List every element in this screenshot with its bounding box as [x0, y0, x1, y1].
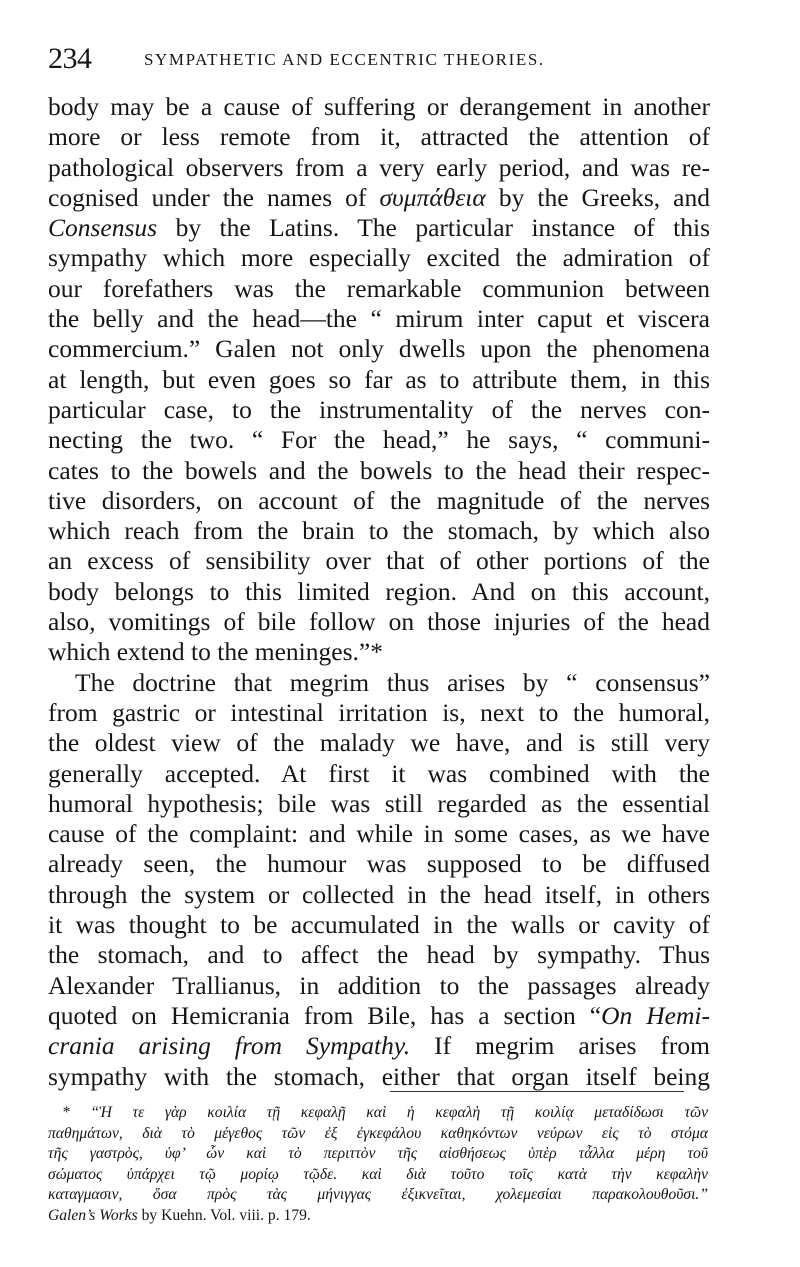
text-line: necting the two. “ For the head,” he says, “ communi- — [48, 425, 710, 455]
text-run: by the Latins. The particular instance of this — [175, 213, 710, 243]
text-line: pathological observers from a very early period, and was re- — [48, 152, 710, 182]
footnote — [48, 1103, 708, 1227]
text-line: the belly and the head—the “ mirum inter caput et viscera — [48, 304, 710, 334]
running-head — [48, 42, 708, 82]
text-line: commercium.” Galen not only dwells upon the phenomena — [48, 334, 710, 364]
text-line: an excess of sensibility over that of other portions of the — [48, 546, 710, 576]
text-line: more or less remote from it, attracted the attention of — [48, 122, 710, 152]
text-line: it was thought to be accumulated in the walls or cavity of — [48, 910, 710, 940]
italic-title: On Hemi- — [601, 1000, 710, 1030]
footnote-line: * “Ἡ τε γὰρ κοιλία τῇ κεφαλῇ καὶ ἡ κεφαλὴ τῇ κοιλίᾳ μεταδίδωσι τῶν — [62, 1104, 708, 1121]
text-line — [48, 213, 710, 243]
body-text — [48, 92, 710, 1092]
text-run: quoted on Hemicrania from Bile, has a section “ — [48, 1000, 602, 1030]
footnote-citation-title: Galen’s Works — [48, 1206, 138, 1224]
text-line: at length, but even goes so far as to attribute them, in this — [48, 364, 710, 394]
text-line: the oldest view of the malady we have, and is still very — [48, 728, 710, 758]
text-line — [48, 1031, 710, 1061]
text-line: humoral hypothesis; bile was still regarded as the essential — [48, 788, 710, 818]
text-run: by the Greeks, and — [498, 182, 711, 212]
text-line: particular case, to the instrumentality of the nerves con- — [48, 394, 710, 424]
text-run: cognised under the names of — [48, 182, 367, 212]
text-line: body may be a cause of suffering or derangement in another — [48, 92, 710, 121]
footnote-citation: by Kuehn. Vol. viii. p. 179. — [141, 1206, 311, 1224]
text-line: from gastric or intestinal irritation is, next to the humoral, — [48, 697, 710, 727]
greek-word: συμπάθεια — [379, 182, 486, 212]
italic-term: Consensus — [48, 213, 158, 243]
text-line: generally accepted. At first it was combined with the — [48, 758, 710, 788]
text-line: sympathy with the stomach, either that organ itself being — [48, 1061, 710, 1091]
text-line: body belongs to this limited region. And on this account, — [48, 576, 710, 606]
text-line: sympathy which more especially excited the admiration of — [48, 243, 710, 273]
text-line — [48, 1001, 710, 1031]
footnote-rule — [390, 1091, 684, 1092]
text-line: The doctrine that megrim thus arises by “ consensus” — [75, 667, 710, 697]
page-number: 234 — [48, 42, 92, 75]
footnote-line — [48, 1206, 708, 1227]
text-line: through the system or collected in the head itself, in others — [48, 879, 710, 909]
text-line: which extend to the meninges.”* — [48, 637, 383, 667]
text-line — [48, 183, 710, 213]
footnote-line: παθημάτων, διὰ τὸ μέγεθος τῶν ἐξ ἐγκεφάλου καθηκόντων νεύρων εἰς τὸ στόμα — [48, 1124, 708, 1142]
text-line: also, vomitings of bile follow on those injuries of the head — [48, 607, 710, 637]
text-line: cause of the complaint: and while in some cases, as we have — [48, 819, 710, 849]
text-line: which reach from the brain to the stomach, by which also — [48, 516, 710, 546]
text-line: cates to the bowels and the bowels to the head their respec- — [48, 455, 710, 485]
text-line: the stomach, and to affect the head by sympathy. Thus — [48, 940, 710, 970]
text-run: If megrim arises from — [434, 1031, 710, 1061]
footnote-line: σώματος ὑπάρχει τῷ μορίῳ τῷδε. καὶ διὰ τοῦτο τοῖς κατὰ τὴν κεφαλὴν — [48, 1165, 708, 1183]
footnote-line: τῆς γαστρὸς, ὑφ’ ὧν καὶ τὸ περιττὸν τῆς αἰσθήσεως ὑπὲρ τἆλλα μέρη τοῦ — [48, 1145, 708, 1163]
italic-title: crania arising from Sympathy. — [48, 1031, 411, 1061]
text-line: our forefathers was the remarkable communion between — [48, 273, 710, 303]
text-line: Alexander Trallianus, in addition to the passages already — [48, 970, 710, 1000]
text-line: already seen, the humour was supposed to be diffused — [48, 849, 710, 879]
footnote-line: καταγμασιν, ὅσα πρὸς τὰς μήνιγγας ἐξικνεῖται, χολεμεσίαι παρακολουθοῦσι.” — [48, 1186, 708, 1204]
running-title: SYMPATHETIC AND ECCENTRIC THEORIES. — [144, 50, 545, 69]
text-line: tive disorders, on account of the magnitude of the nerves — [48, 485, 710, 515]
